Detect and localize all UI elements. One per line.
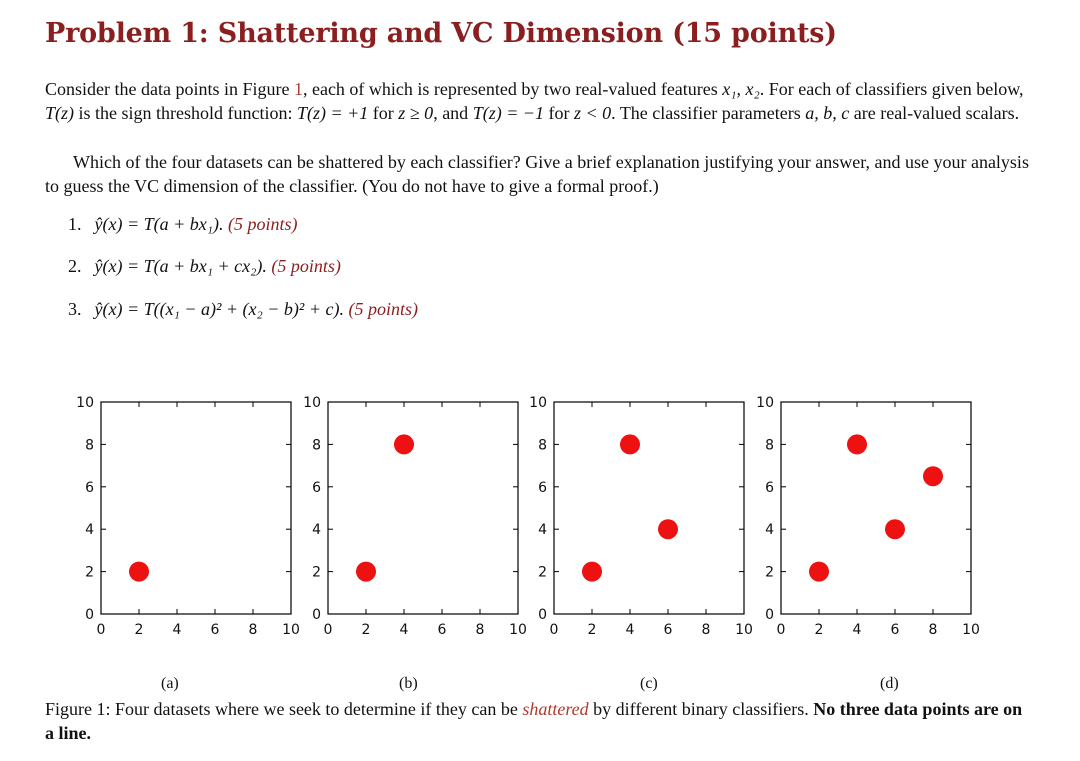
x-tick-label: 10 bbox=[282, 622, 300, 638]
x-tick-label: 6 bbox=[890, 622, 900, 638]
problem-title: Problem 1: Shattering and VC Dimension (15 points) bbox=[45, 18, 837, 49]
data-point bbox=[885, 519, 905, 539]
x-tick-label: 2 bbox=[814, 622, 824, 638]
x-tick-label: 10 bbox=[962, 622, 980, 638]
x-tick-label: 8 bbox=[248, 622, 258, 638]
x-tick-label: 6 bbox=[210, 622, 220, 638]
plot-frame bbox=[328, 402, 518, 614]
y-tick-label: 2 bbox=[312, 564, 321, 581]
x-tick-label: 10 bbox=[735, 622, 753, 638]
y-tick-label: 8 bbox=[85, 437, 94, 454]
y-tick-label: 2 bbox=[538, 564, 547, 581]
y-tick-label: 6 bbox=[312, 479, 321, 496]
x-tick-label: 2 bbox=[134, 622, 144, 638]
y-tick-label: 8 bbox=[538, 437, 547, 454]
x-tick-label: 10 bbox=[509, 622, 527, 638]
x-tick-label: 0 bbox=[549, 622, 559, 638]
data-point bbox=[847, 434, 867, 454]
question-paragraph: Which of the four datasets can be shattered by each classifier? Give a brief explanation justifying your answer, and use your analysis to guess the VC dimension of the classifier. (You do not have to give a formal proof.) bbox=[45, 152, 1029, 196]
list-item: 3. ŷ(x) = T((x₁ − a)² + (x₂ − b)² + c). (5 points) bbox=[68, 299, 418, 319]
y-tick-label: 0 bbox=[312, 607, 321, 623]
subcaption-a: (a) bbox=[161, 675, 179, 692]
y-tick-label: 10 bbox=[529, 395, 547, 411]
y-tick-label: 0 bbox=[85, 607, 94, 623]
y-tick-label: 4 bbox=[765, 522, 774, 539]
x-tick-label: 2 bbox=[587, 622, 597, 638]
x-tick-label: 8 bbox=[701, 622, 711, 638]
list-item: 2. ŷ(x) = T(a + bx₁ + cx₂). (5 points) bbox=[68, 256, 341, 276]
x-tick-label: 6 bbox=[663, 622, 673, 638]
list-item: 1. ŷ(x) = T(a + bx₁). (5 points) bbox=[68, 214, 298, 234]
intro-paragraph: Consider the data points in Figure 1, each of which is represented by two real-valued features x₁, x₂. For each of classifiers given below, T(z) is the sign threshold function: T(z) = +1 for z ≥ 0, and T(z) = −1 for z < 0. The classifier parameters a, b, c are real-valued scalars. bbox=[45, 79, 1024, 123]
y-tick-label: 10 bbox=[76, 395, 94, 411]
y-tick-label: 0 bbox=[538, 607, 547, 623]
x-tick-label: 0 bbox=[323, 622, 333, 638]
y-tick-label: 2 bbox=[765, 564, 774, 581]
plot-frame bbox=[101, 402, 291, 614]
y-tick-label: 6 bbox=[765, 479, 774, 496]
figure-reference-link[interactable]: 1 bbox=[293, 79, 303, 99]
x-tick-label: 0 bbox=[776, 622, 786, 638]
x-tick-label: 8 bbox=[475, 622, 485, 638]
shattered-link[interactable]: shattered bbox=[522, 699, 589, 719]
y-tick-label: 6 bbox=[85, 479, 94, 496]
plot-frame bbox=[554, 402, 744, 614]
x-tick-label: 4 bbox=[172, 622, 182, 638]
y-tick-label: 10 bbox=[303, 395, 321, 411]
x-tick-label: 2 bbox=[361, 622, 371, 638]
y-tick-label: 4 bbox=[312, 522, 321, 539]
data-point bbox=[129, 562, 149, 582]
x-tick-label: 4 bbox=[852, 622, 862, 638]
subcaption-c: (c) bbox=[640, 675, 658, 692]
plot-frame bbox=[781, 402, 971, 614]
y-tick-label: 4 bbox=[538, 522, 547, 539]
data-point bbox=[620, 434, 640, 454]
figure-caption: Figure 1: Four datasets where we seek to determine if they can be shattered by different binary classifiers. No three data points are on a line. bbox=[45, 699, 1023, 743]
subcaption-b: (b) bbox=[399, 675, 418, 692]
data-point bbox=[582, 562, 602, 582]
x-tick-label: 0 bbox=[96, 622, 106, 638]
data-point bbox=[809, 562, 829, 582]
x-tick-label: 8 bbox=[928, 622, 938, 638]
y-tick-label: 10 bbox=[756, 395, 774, 411]
data-point bbox=[356, 562, 376, 582]
subcaption-d: (d) bbox=[880, 675, 899, 692]
x-tick-label: 4 bbox=[625, 622, 635, 638]
x-tick-label: 4 bbox=[399, 622, 409, 638]
x-tick-label: 6 bbox=[437, 622, 447, 638]
data-point bbox=[658, 519, 678, 539]
y-tick-label: 0 bbox=[765, 607, 774, 623]
y-tick-label: 8 bbox=[312, 437, 321, 454]
y-tick-label: 2 bbox=[85, 564, 94, 581]
data-point bbox=[394, 434, 414, 454]
y-tick-label: 4 bbox=[85, 522, 94, 539]
figure-scatter-panels bbox=[0, 380, 1080, 670]
y-tick-label: 6 bbox=[538, 479, 547, 496]
data-point bbox=[923, 466, 943, 486]
y-tick-label: 8 bbox=[765, 437, 774, 454]
